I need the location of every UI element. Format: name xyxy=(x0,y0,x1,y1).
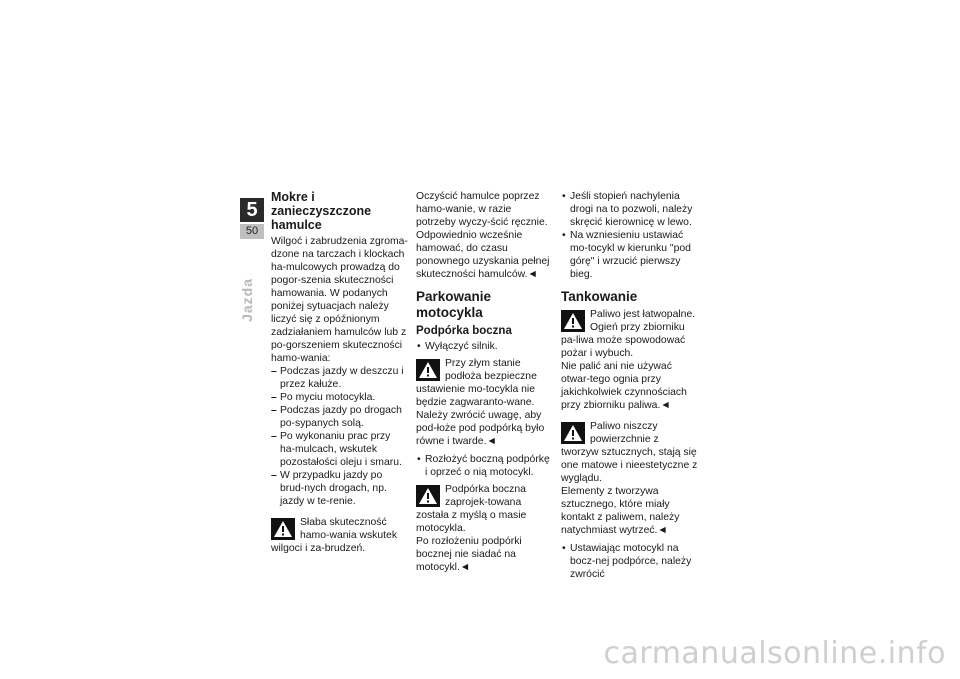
warning-text: Paliwo jest łatwopalne. Ogień przy zbiorniku pa-liwa może spowodować pożar i wybuch. xyxy=(561,309,696,359)
list-item: – Podczas jazdy po drogach po-sypanych solą. xyxy=(271,404,408,430)
list-item: – W przypadku jazdy po brud-nych drogach, np. jazdy w te-renie. xyxy=(271,469,408,508)
warning-text: Elementy z tworzywa sztucznego, które miały kontakt z paliwem, należy natychmiast wytrzeć.◄ xyxy=(561,486,680,536)
warning-triangle-icon xyxy=(416,359,440,381)
chapter-title: Jazda xyxy=(239,278,255,322)
warning-block xyxy=(561,308,698,412)
brakes-intro: Wilgoć i zabrudzenia zgroma-dzone na tarczach i klockach ha-mulcowych prowadzą do pogor-szenia skuteczności hamowania. W podanych poniżej sytuacjach należy liczyć się z opóźnionym zadziałaniem hamulców lub z po-gorszeniem skuteczności hamo-wania: xyxy=(271,236,408,364)
warning-text: Należy zwrócić uwagę, aby pod-łoże pod podpórką było równe i twarde.◄ xyxy=(416,410,545,447)
list-item: • Wyłączyć silnik. xyxy=(416,340,553,353)
warning-block xyxy=(271,516,408,555)
chapter-number: 5 xyxy=(240,198,264,222)
warning-triangle-icon xyxy=(561,422,585,444)
column-3 xyxy=(561,190,698,581)
warning-block xyxy=(561,420,698,537)
list-item: – Po wykonaniu prac przy ha-mulcach, wskutek pozostałości oleju i smaru. xyxy=(271,430,408,469)
warning-triangle-icon xyxy=(416,485,440,507)
warning-block xyxy=(416,357,553,448)
column-2 xyxy=(416,190,553,574)
list-item: – Podczas jazdy w deszczu i przez kałuże. xyxy=(271,365,408,391)
list-item: • Jeśli stopień nachylenia drogi na to pozwoli, należy skręcić kierownicę w lewo. xyxy=(561,190,698,229)
list-item: • Ustawiając motocykl na bocz-nej podpórce, należy zwrócić xyxy=(561,542,698,581)
list-item: – Po myciu motocykla. xyxy=(271,391,408,404)
warning-text: Nie palić ani nie używać otwar-tego ognia przy jakichkolwiek czynnościach przy zbiorniku paliwa.◄ xyxy=(561,361,687,411)
section-heading-refuel: Tankowanie xyxy=(561,289,638,304)
section-heading-brakes: Mokre i zanieczyszczone hamulce xyxy=(271,190,372,232)
warning-text: Słaba skuteczność hamo-wania wskutek wilgoci i za-brudzeń. xyxy=(271,517,398,554)
column-1 xyxy=(271,190,408,555)
list-item: • Rozłożyć boczną podpórkę i oprzeć o nią motocykl. xyxy=(416,453,553,479)
warning-triangle-icon xyxy=(271,518,295,540)
warning-text: Paliwo niszczy powierzchnie z tworzyw sztucznych, stają się one matowe i nieestetyczne z wyglądu. xyxy=(561,421,698,484)
warning-text: Przy złym stanie podłoża bezpieczne ustawienie mo-tocykla nie będzie zagwaranto-wane. xyxy=(416,358,537,408)
page-number: 50 xyxy=(240,224,264,239)
brakes-clean-text: Oczyścić hamulce poprzez hamo-wanie, w razie potrzeby wyczy-ścić ręcznie. xyxy=(416,191,548,228)
warning-triangle-icon xyxy=(561,310,585,332)
list-item: • Na wzniesieniu ustawiać mo-tocykl w kierunku "pod górę" i wrzucić pierwszy bieg. xyxy=(561,229,698,281)
section-heading-parking: Parkowanie motocykla xyxy=(416,289,492,320)
brakes-early-text: Odpowiednio wcześnie hamować, do czasu ponownego uzyskania pełnej skuteczności hamulców.◄ xyxy=(416,230,550,280)
watermark: carmanualsonline.info xyxy=(603,636,946,671)
subheading-sidestand: Podpórka boczna xyxy=(416,325,512,337)
warning-text: Podpórka boczna zaprojek-towana została z myślą o masie motocykla. xyxy=(416,484,527,534)
warning-text: Po rozłożeniu podpórki bocznej nie siadać na motocykl.◄ xyxy=(416,536,522,573)
warning-block xyxy=(416,483,553,574)
